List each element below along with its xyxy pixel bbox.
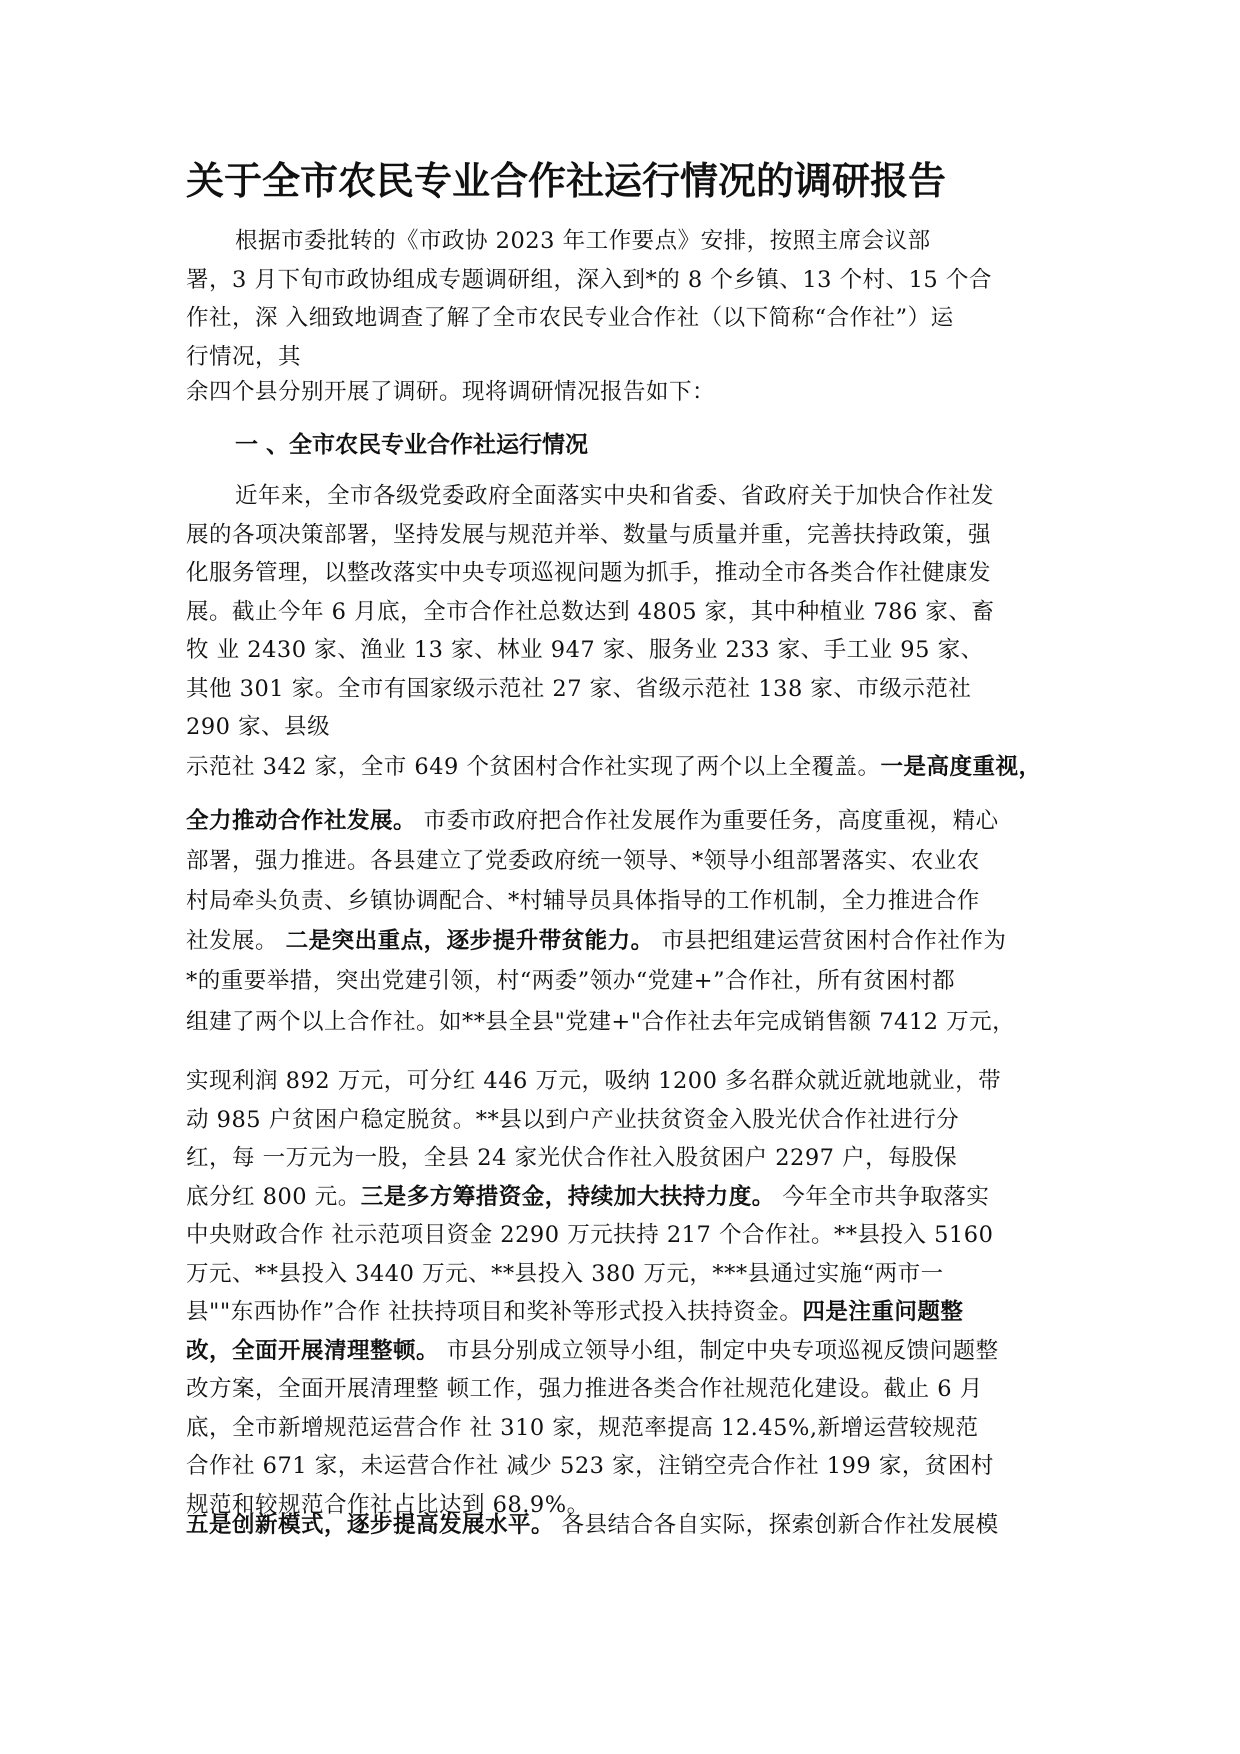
bold-run: 三是多方筹措资金，持续加大扶持力度。 [360, 1183, 775, 1210]
paragraph-example [186, 1003, 1066, 1042]
text-line: *的重要举措，突出党建引领，村“两委”领办“党建+”合作社，所有贫困村都 [186, 968, 956, 994]
paragraph-innovation [186, 1506, 1066, 1545]
section-heading: 一 、全市农民专业合作社运行情况 [235, 431, 589, 458]
text-line: 实现利润 892 万元，可分红 446 万元，吸纳 1200 多名群众就近就地就业，带 [186, 1068, 1002, 1094]
paragraph-intro [186, 222, 1066, 376]
text-run: 各县结合各自实际，探索创新合作社发展模 [554, 1512, 999, 1538]
text-line: 动 985 户贫困户稳定脱贫。**县以到户产业扶贫资金入股光伏合作社进行分 [186, 1106, 960, 1133]
text-line [186, 1178, 1066, 1217]
text-line: 化服务管理，以整改落实中央专项巡视问题为抓手，推动全市各类合作社健康发 [186, 560, 992, 586]
text-line: 村局牵头负责、乡镇协调配合、*村辅导员具体指导的工作机制，全力推进合作 [186, 888, 980, 914]
text-line: 组建了两个以上合作社。如**县全县"党建+"合作社去年完成销售额 7412 万元， [186, 1009, 1016, 1035]
text-line: 余四个县分别开展了调研。现将调研情况报告如下： [186, 379, 716, 405]
text-line [186, 921, 1066, 961]
text-line: 近年来，全市各级党委政府全面落实中央和省委、省政府关于加快合作社发 [235, 483, 995, 509]
text-run: 底分红 800 元。 [186, 1183, 361, 1210]
text-run: 市委市政府把合作社发展作为重要任务，高度重视，精心 [416, 808, 999, 834]
text-line: 展。截止今年 6 月底，全市合作社总数达到 4805 家，其中种植业 786 家、畜 [186, 598, 995, 625]
text-run: 社发展。 [186, 928, 286, 954]
text-line [186, 1506, 1066, 1545]
text-run: 县""东西协作”合作 社扶持项目和奖补等形式投入扶持资金。 [186, 1299, 803, 1325]
text-line: 牧 业 2430 家、渔业 13 家、林业 947 家、服务业 233 家、手工业 95 家、 [186, 637, 984, 663]
text-run: 示范社 342 家，全市 649 个贫困村合作社实现了两个以上全覆盖。 [186, 754, 881, 780]
bold-run: 五是创新模式，逐步提高发展水平。 [186, 1512, 555, 1538]
text-line: 作社，深 入细致地调查了解了全市农民专业合作社（以下简称“合作社”）运 [186, 305, 954, 331]
paragraph-results [186, 1062, 1066, 1524]
text-line [186, 1293, 1066, 1332]
text-line: 万元、**县投入 3440 万元、**县投入 380 万元，***县通过实施“两市一 [186, 1260, 944, 1287]
text-run: 市县分别成立领导小组，制定中央专项巡视反馈问题整 [439, 1337, 999, 1364]
bold-run: 全力推动合作社发展。 [186, 808, 417, 834]
text-line: 署，3 月下旬市政协组成专题调研组，深入到*的 8 个乡镇、13 个村、15 个合 [186, 266, 992, 293]
text-line: 中央财政合作 社示范项目资金 2290 万元扶持 217 个合作社。**县投入 5160 [186, 1222, 994, 1248]
document-title: 关于全市农民专业合作社运行情况的调研报告 [186, 158, 947, 203]
text-line: 展的各项决策部署，坚持发展与规范并举、数量与质量并重，完善扶持政策，强 [186, 521, 992, 548]
text-line: 行情况，其 [186, 343, 302, 370]
bold-run: 二是突出重点，逐步提升带贫能力。 [285, 928, 654, 954]
paragraph-overview [186, 477, 1066, 747]
text-run: 今年全市共争取落实 [774, 1183, 990, 1210]
text-line: 合作社 671 家，未运营合作社 减少 523 家，注销空壳合作社 199 家，贫困村 [186, 1453, 994, 1479]
text-line: 其他 301 家。全市有国家级示范社 27 家、省级示范社 138 家、市级示范社 [186, 675, 972, 702]
text-line: 290 家、县级 [186, 714, 331, 740]
text-line [186, 747, 1066, 787]
text-line [186, 1332, 1066, 1371]
text-line: 改方案，全面开展清理整 顿工作，强力推进各类合作社规范化建设。截止 6 月 [186, 1376, 983, 1402]
paragraph-intro-continued [186, 373, 1066, 412]
bold-run: 改，全面开展清理整顿。 [186, 1337, 440, 1364]
paragraph-measures [186, 747, 1066, 1001]
bold-run: 一是高度重视， [880, 754, 1042, 780]
text-line: 部署，强力推进。各县建立了党委政府统一领导、*领导小组部署落实、农业农 [186, 848, 980, 874]
text-line [186, 801, 1066, 841]
text-line: 底，全市新增规范运营合作 社 310 家，规范率提高 12.45%,新增运营较规范 [186, 1414, 979, 1441]
text-run: 市县把组建运营贫困村合作社作为 [653, 928, 1007, 954]
text-line: 规范和较规范合作社占比达到 68.9%。 [186, 1491, 590, 1518]
text-line: 红，每 一万元为一股，全县 24 家光伏合作社入股贫困户 2297 户，每股保 [186, 1145, 958, 1171]
bold-run: 四是注重问题整 [802, 1299, 964, 1325]
text-line: 根据市委批转的《市政协 2023 年工作要点》安排，按照主席会议部 [235, 228, 931, 254]
